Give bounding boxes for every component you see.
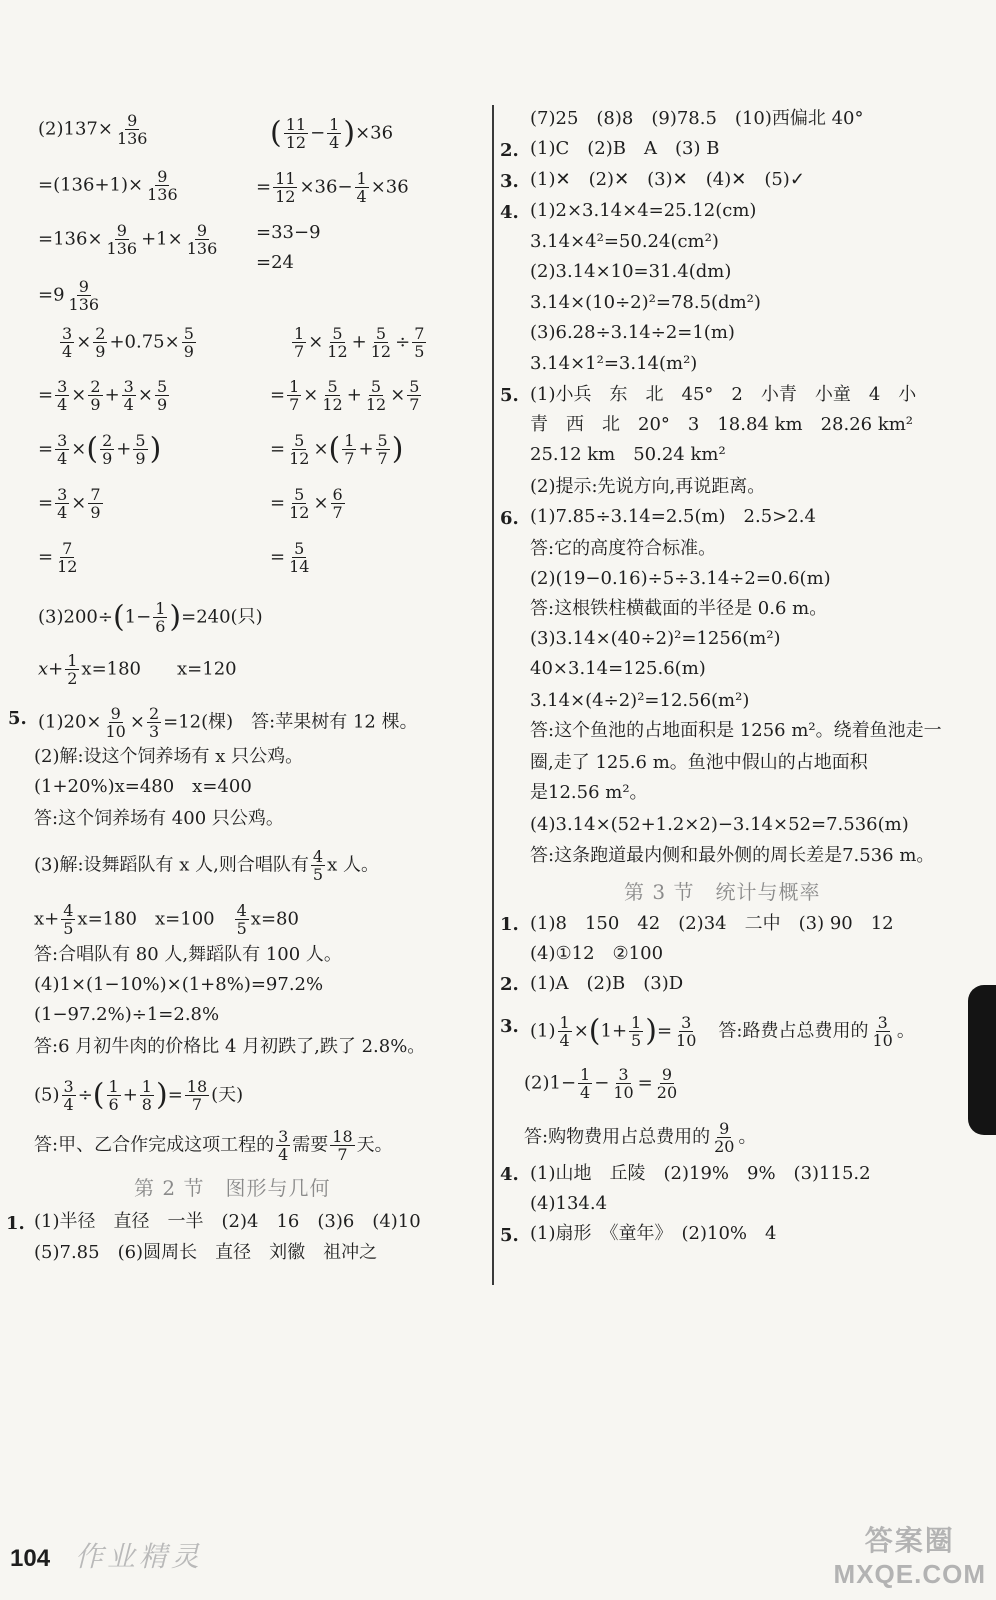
fraction: $\frac{9}{136}$ [116,111,148,148]
answer-line: (5)7.85 (6)圆周长 直径 刘徽 祖冲之 [34,1242,378,1263]
calc-line: =24 [256,252,294,273]
page-number: 104 [10,1545,51,1572]
answer-line: (1) $\frac{1}{4}$ ×(1+ $\frac{1}{5}$ )= $\frac{3}{10}$ 答:路费占总费用的 $\frac{3}{10}$ 。 [530,1013,915,1050]
question-number: 5. [500,385,519,406]
calc-line: = $\frac{5}{14}$ [270,539,310,576]
answer-line: (4)134.4 [530,1193,608,1214]
calc-line: = $\frac{3}{4}$ × $\frac{7}{9}$ [38,485,101,522]
fraction: $\frac{9}{136}$ [186,221,218,258]
answer-line: 是12.56 m²。 [530,782,648,803]
answer-line: (4)①12 ②100 [530,943,664,964]
calc-line: =33−9 [256,222,321,243]
fraction: $\frac{9}{136}$ [106,221,138,258]
question-number: 1. [6,1213,25,1234]
calc-line: = $\frac{1}{7}$ × $\frac{5}{12}$ + $\frac{5}{12}$ × $\frac{5}{7}$ [270,377,420,414]
answer-line: (4)1×(1−10%)×(1+8%)=97.2% [34,974,324,995]
fraction: $\frac{9}{136}$ [147,167,178,204]
fraction: $\frac{11}{12}$ [275,169,296,206]
fraction: $\frac{1}{4}$ [329,115,340,152]
answer-line: (3)解:设舞蹈队有 x 人,则合唱队有 $\frac{4}{5}$ x 人。 [34,847,379,884]
answer-line: (7)25 (8)8 (9)78.5 (10)西偏北 40° [530,108,864,129]
column-divider [492,105,494,1285]
answer-line: (1−97.2%)÷1=2.8% [34,1004,220,1025]
answer-line: (1)A (2)B (3)D [530,973,684,994]
answer-line: (1)C (2)B A (3) B [530,138,720,159]
question-number: 4. [500,202,519,223]
question-number: 5. [500,1225,519,1246]
question-number: 2. [500,974,519,995]
section-heading: 第 2 节 图形与几何 [134,1176,331,1200]
answer-line: (1)半径 直径 一半 (2)4 16 (3)6 (4)10 [34,1211,421,1232]
answer-line: 3.14×(10÷2)²=78.5(dm²) [530,292,761,313]
answer-line: 40×3.14=125.6(m) [530,658,706,679]
answer-line: 25.12 km 50.24 km² [530,444,726,465]
answer-line: (1+20%)x=480 x=400 [34,776,252,797]
page-edge-shadow [968,985,996,1135]
watermark-text: 作业精灵 [75,1540,204,1573]
question-number: 3. [500,1016,519,1037]
calc-line: = $\frac{5}{12}$ ×( $\frac{1}{7}$ + $\frac{5}{7}$ ) [270,431,404,468]
calc-line: =136× $\frac{9}{136}$ +1× $\frac{9}{136}$ [38,221,218,258]
answer-line: 答:6 月初牛肉的价格比 4 月初跌了,跌了 2.8%。 [34,1036,426,1057]
calc-line: =9 $\frac{9}{136}$ [38,277,100,314]
answer-line: (1)2×3.14×4=25.12(cm) [530,200,757,221]
answer-line: 3.14×1²=3.14(m²) [530,353,698,374]
calc-line: = $\frac{11}{12}$ ×36− $\frac{1}{4}$ ×36 [256,169,409,206]
answer-line: 3.14×4²=50.24(cm²) [530,231,719,252]
calc-line: $\frac{1}{7}$ × $\frac{5}{12}$ + $\frac{5}{12}$ ÷ $\frac{7}{5}$ [294,324,425,361]
question-number: 4. [500,1164,519,1185]
answer-line: 答:这个饲养场有 400 只公鸡。 [34,808,284,829]
answer-line: 答:购物费用占总费用的 $\frac{9}{20}$ 。 [524,1119,757,1156]
question-number: 5. [8,708,27,729]
calc-line: (2)137× $\frac{9}{136}$ [38,111,148,148]
answer-line: (1)7.85÷3.14=2.5(m) 2.5>2.4 [530,506,816,527]
answer-line: x+ $\frac{4}{5}$ x=180 x=100 $\frac{4}{5}$ x=80 [34,901,299,938]
answer-line: 答:甲、乙合作完成这项工程的 $\frac{3}{4}$ 需要 $\frac{18}{7}$ 天。 [34,1127,393,1164]
answer-line: (4)3.14×(52+1.2×2)−3.14×52=7.536(m) [530,814,909,835]
watermark-logo: 答案圈 MXQE.COM [833,1525,986,1589]
answer-line: 答:这根铁柱横截面的半径是 0.6 m。 [530,598,828,619]
calc-line: = $\frac{7}{12}$ [38,539,78,576]
calc-line: (3)200÷(1− $\frac{1}{6}$ )=240(只) [38,599,263,636]
answer-line: 答:它的高度符合标准。 [530,538,717,559]
calc-line: =(136+1)× $\frac{9}{136}$ [38,167,178,204]
answer-line: 答:这个鱼池的占地面积是 1256 m²。绕着鱼池走一 [530,720,942,741]
calc-line: = $\frac{5}{12}$ × $\frac{6}{7}$ [270,485,343,522]
answer-line: 答:这条跑道最内侧和最外侧的周长差是7.536 m。 [530,845,935,866]
answer-line: (3)3.14×(40÷2)²=1256(m²) [530,628,781,649]
answer-line: (2)3.14×10=31.4(dm) [530,261,732,282]
answer-line: (1)小兵 东 北 45° 2 小青 小童 4 小 [530,384,917,405]
question-number: 2. [500,140,519,161]
answer-line: 青 西 北 20° 3 18.84 km 28.26 km² [530,414,914,435]
question-number: 6. [500,508,519,529]
fraction: $\frac{1}{4}$ [356,169,367,206]
answer-line: 圈,走了 125.6 m。鱼池中假山的占地面积 [530,752,868,773]
answer-line: (2)解:设这个饲养场有 x 只公鸡。 [34,746,304,767]
calc-line: = $\frac{3}{4}$ × $\frac{2}{9}$ + $\frac{3}{4}$ × $\frac{5}{9}$ [38,377,168,414]
calc-line: $\frac{3}{4}$ × $\frac{2}{9}$ +0.75× $\frac{5}{9}$ [62,324,194,361]
answer-line: (3)6.28÷3.14÷2=1(m) [530,322,735,343]
answer-line: 答:合唱队有 80 人,舞蹈队有 100 人。 [34,944,342,965]
question-number: 1. [500,914,519,935]
section-heading: 第 3 节 统计与概率 [624,880,821,904]
calc-line: x+ $\frac{1}{2}$ x=180 x=120 [38,651,237,688]
answer-line: (1)扇形 《童年》 (2)10% 4 [530,1223,777,1244]
calc-line: ( $\frac{11}{12}$ − $\frac{1}{4}$ )×36 [270,115,394,152]
fraction: $\frac{9}{136}$ [68,277,100,314]
answer-line: (5) $\frac{3}{4}$ ÷( $\frac{1}{6}$ + $\frac{1}{8}$ )= $\frac{18}{7}$ (天) [34,1077,244,1114]
answer-line: (2)提示:先说方向,再说距离。 [530,476,766,497]
answer-line: (1)山地 丘陵 (2)19% 9% (3)115.2 [530,1163,871,1184]
answer-line: (1)8 150 42 (2)34 二中 (3) 90 12 [530,913,894,934]
question-number: 3. [500,171,519,192]
answer-line: (1)✕ (2)✕ (3)✕ (4)✕ (5)✓ [530,169,805,190]
calc-line: = $\frac{3}{4}$ ×( $\frac{2}{9}$ + $\frac{5}{9}$ ) [38,431,162,468]
answer-line: (2)(19−0.16)÷5÷3.14÷2=0.6(m) [530,568,831,589]
answer-line: (2)1− $\frac{1}{4}$ − $\frac{3}{10}$ = $\frac{9}{20}$ [524,1065,678,1102]
fraction: $\frac{11}{12}$ [285,115,307,152]
answer-line: (1)20× $\frac{9}{10}$ × $\frac{2}{3}$ =12(棵) 答:苹果树有 12 棵。 [38,704,418,741]
answer-line: 3.14×(4÷2)²=12.56(m²) [530,690,750,711]
